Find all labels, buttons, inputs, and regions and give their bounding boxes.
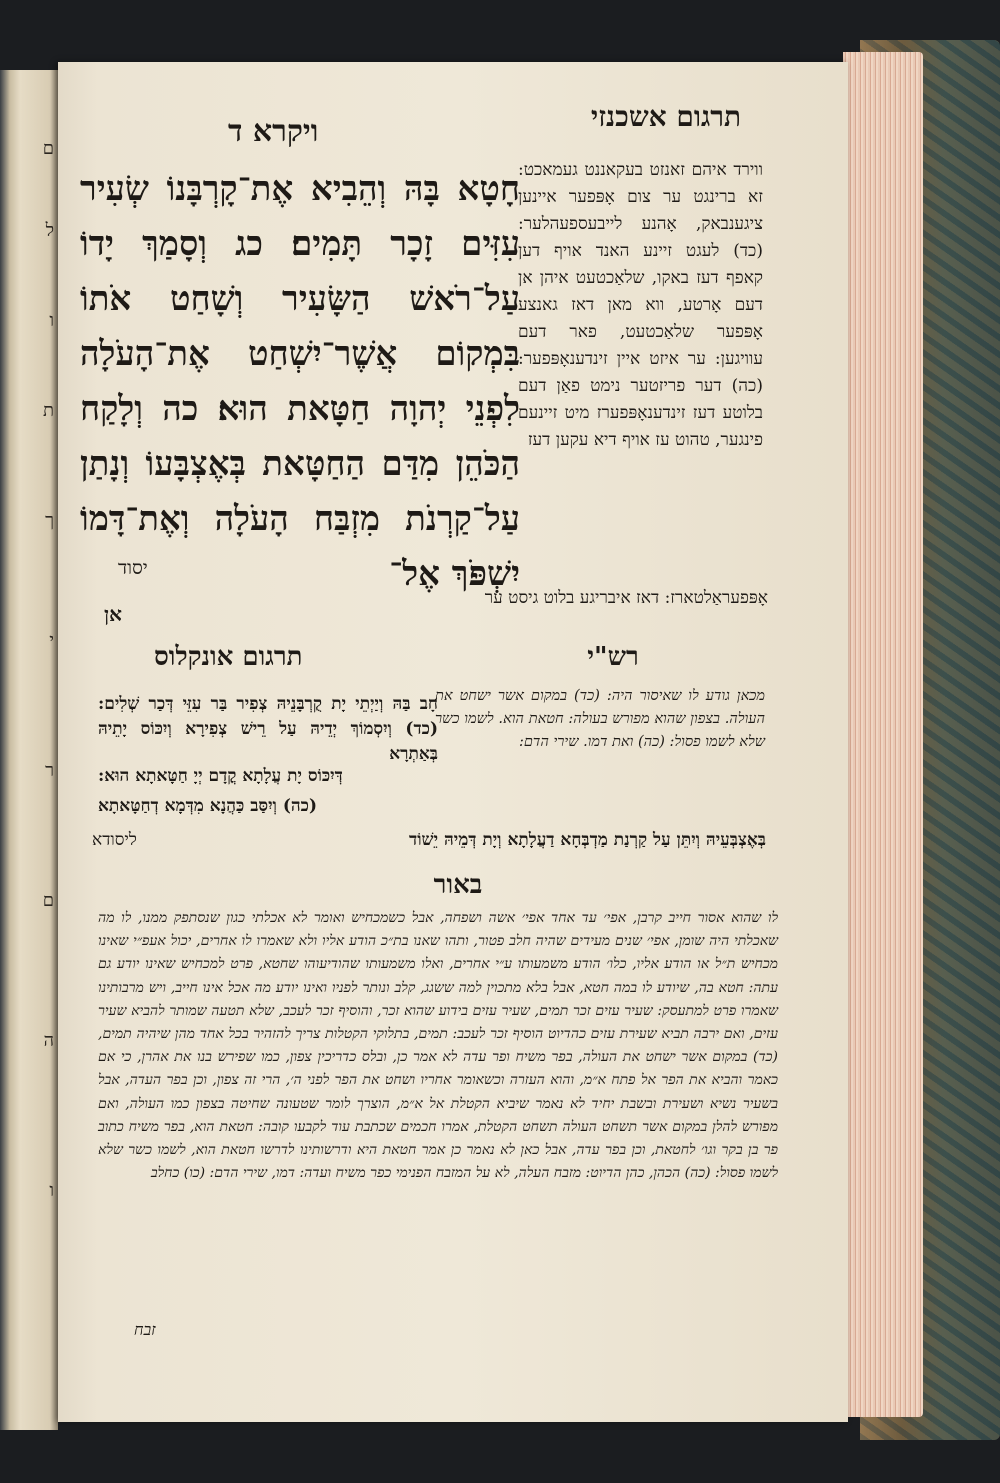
hebrew-verse-text: חָטָא בָּהּ וְהֵבִיא אֶת־קָרְבָּנוֹ שְׂעִיר עִזִּים זָכָר תָּמִים׃ כג וְסָמַךְ יָדוֹ עַל־רֹאשׁ הַשָּׂעִיר וְשָׁחַט אֹתוֹ בִּמְקוֹם אֲשֶׁר־יִשְׁחַט אֶת־הָעֹלָה לִפְנֵי יְהוָה חַטָּאת הוּא׃ כה וְלָקַח הַכֹּהֵן מִדַּם הַחַטָּאת בְּאֶצְבָּעוֹ וְנָתַן עַל־קַרְנֹת מִזְבַּח הָעֹלָה וְאֶת־דָּמוֹ יִשְׁפֹּךְ אֶל־ bbox=[80, 169, 520, 594]
rashi-heading: רש"י bbox=[587, 642, 639, 672]
rashi-commentary: מכאן גודע לו שאיסור היה: (כד) במקום אשר ישחט את העולה. בצפון שהוא מפורש בעולה: חטאת הוא. לשמו כשר שלא לשמו פסול: (כה) ואת דמו. שירי הדם: bbox=[435, 688, 765, 750]
facing-page-letter: ם bbox=[42, 138, 54, 159]
translation-catchword: אן bbox=[104, 602, 122, 626]
facing-page-letter: ת bbox=[43, 400, 54, 421]
onkelos-text: חָב בַּהּ וְיַיְתֵי יָת קֻרְבָּנֵיהּ צְפִיר בַּר עִזֵּי דְּכַר שְׁלִים: (כד) וְיִסְמוֹךְ יְדֵיהּ עַל רֵישׁ צְפִירָא וְיִכּוֹס יָתֵיהּ בְּאַתְרָא bbox=[98, 694, 438, 764]
biur-commentary: לו שהוא אסור חייב קרבן, אפי׳ עד אחד אפי׳ אשה ושפחה, אבל כשמכחיש ואומר לא אכלתי כגון שנסתפק ממנו, לו מה שאכלתי היה שומן, אפי׳ שנים מעידים שהיה חלב פטור, ותהו שאנו בת״כ הודע אליו ולא שאמרו לו אחרים, יכול אעפ״י שאינו מכחיש ת״ל או הודע אליו, כלו׳ הודע משמעותו ע״י אחרים, ואלו משמעותו שהודיעוהו שחטא, פרט למכחיש שאינו יודע גם עתה: חטא בה, שיודע לו במה חטא, אבל בלא מתכוין למה ששגג, קלב ונותר לפניו ואינו יודע מה אכל אינו חייב, ויש מרבותינו שאמרו פרט למתעסק: שעיר עזים זכר תמים, שעיר עזים בידוע שהוא זכר, והוסיף זכר לעכב, שלא תטעה שמותר להביא שעיר עזים, ואם ירבה תביא שעירת עזים כהדיוט הוסיף זכר לעכב: תמים, בתלוקי הקטלות צריך להזהיר בכל אחד מהן שיהיה תמים, (כד) במקום אשר ישחט את העולה, בפר משיח ופר עדה לא אמר כן, ובלס כדריכין צפון, כמו שפירש בנו את אהרן, כי אם כאמר והביא את הפר אל פתח א״מ, והוא העזרה וכשאומר אחריו ושחט את הפר לפני ה׳, הרי זה צפון, וכן בפר העדה, אבל בשעיר נשיא ושעירת ובשבת יחיד לא נאמר שיביא הקטלת אל א״מ, הוצרך לומר שטעונה שחיטה בצפון כמו העולה, ואם מפורש להלן במקום אשר תשחט העולה תשחט הקטלת, אמרו חכמים שכתבת עוד לקבעו קובה: חטאת הוא, בפר משיח כתוב פר בן בקר וגו׳ לחטאת, וכן בפר עדה, אבל כאן לא נאמר כן אמר חטאת היא ודרשותינו לדרשו חטאת הוא, לשמו כשר שלא לשמו פסול: (כה) הכהן, כהן הדיוט: מזבח העלה, לא על המזבח הפנימי כפר משיח ועדה: דמו, שירי הדם: (כו) כחלב bbox=[98, 910, 778, 1182]
german-translation-text: ווירד איהם זאנזט בעקאננט געמאכט: זא ברינגט ער צום אָפּפער איינען ציגענבאק, אָהנע לייבעספעהלער: (כד) לעגט זיינע האנד אויף דען קאפף דעז באקו, שלאַכטעט איהן אן דעם אָרטע, ווא מאן דאז גאנצע אָפּפער שלאַכטעט, פאר דעם עוויגען: ער איזט איין זינדענאָפּפער: (כה) דער פריזטער נימט פאַן דעם בלוטע דעז זינדענאָפּפערז מיט זיינעם פינגער, טהוט עז אויף דיא עקען דעז bbox=[518, 160, 763, 450]
facing-page-letter: ה bbox=[43, 1030, 54, 1051]
facing-page-letter: ו bbox=[49, 1180, 54, 1201]
facing-page-letter: ר bbox=[45, 760, 54, 781]
verse-catchword: יסוד bbox=[118, 557, 148, 579]
facing-page-letter: ם bbox=[42, 890, 54, 911]
onkelos-heading: תרגום אונקלוס bbox=[154, 642, 303, 672]
onkelos-line: דְּיִכּוֹס יָת עֲלָתָא קֳדָם יְיָ חַטָּאתָא הוּא: bbox=[98, 766, 343, 786]
biur-heading: באור bbox=[433, 870, 483, 900]
onkelos-line: בְּאֶצְבְּעֵיהּ וְיִתֵּן עַל קַרְנַת מַדְבְּחָא דַעֲלָתָא וְיָת דְּמֵיהּ יֵשׁוֹד bbox=[409, 830, 766, 850]
facing-page-letter: ך bbox=[45, 510, 54, 531]
facing-page-letter: ו bbox=[49, 310, 54, 331]
running-head-translation: תרגום אשכנזי bbox=[590, 100, 742, 133]
facing-page-letter: י bbox=[49, 630, 54, 651]
onkelos-catchword: ליסודא bbox=[92, 830, 137, 850]
facing-page-edge bbox=[0, 70, 58, 1430]
biur-catchword: זבח bbox=[134, 1320, 156, 1339]
book-page bbox=[58, 62, 848, 1422]
onkelos-line: (כה) וְיִסַּב כַּהֲנָא מִדְּמָא דְחַטָּאתָא bbox=[98, 796, 317, 816]
facing-page-letter: ל bbox=[45, 220, 54, 241]
page-edges bbox=[843, 52, 923, 1417]
running-head-book: ויקרא ד bbox=[228, 114, 319, 149]
translation-last-line: אָפּפעראַלטארז: דאז איבריגע בלוט גיסט ער bbox=[484, 588, 768, 608]
